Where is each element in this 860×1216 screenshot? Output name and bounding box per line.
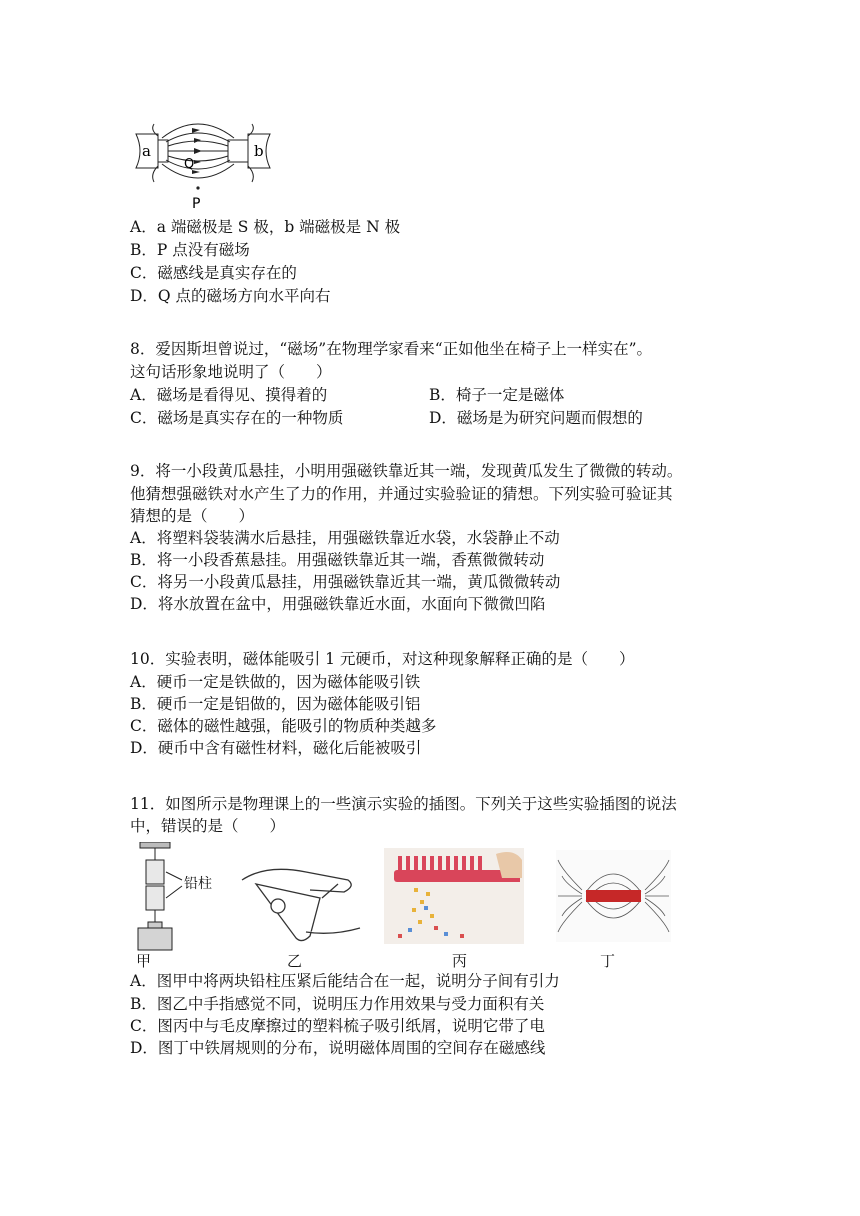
q8-option-b: B．椅子一定是磁体 <box>429 386 565 404</box>
q9-stem-line1: 9．将一小段黄瓜悬挂，小明用强磁铁靠近其一端，发现黄瓜发生了微微的转动。 <box>130 462 683 480</box>
q7-option-c: C．磁感线是真实存在的 <box>130 264 297 282</box>
q10-option-d: D．硬币中含有磁性材料，磁化后能被吸引 <box>130 739 422 757</box>
lead-label: 铅柱 <box>184 876 212 892</box>
q8-stem-line1: 8．爱因斯坦曾说过，“磁场”在物理学家看来“正如他坐在椅子上一样实在”。 <box>130 340 653 358</box>
iron-filings-figure <box>556 850 671 942</box>
q9-stem-line2: 他猜想强磁铁对水产生了力的作用，并通过实验验证的猜想。下列实验可验证其 <box>130 485 673 503</box>
q10-stem: 10．实验表明，磁体能吸引 1 元硬币，对这种现象解释正确的是（ ） <box>130 650 635 668</box>
q11-stem-line2: 中，错误的是（ ） <box>130 817 286 835</box>
q11-option-d: D．图丁中铁屑规则的分布，说明磁体周围的空间存在磁感线 <box>130 1039 546 1057</box>
q8-option-d: D．磁场是为研究问题而假想的 <box>429 409 643 427</box>
q11-option-c: C．图丙中与毛皮摩擦过的塑料梳子吸引纸屑，说明它带了电 <box>130 1017 545 1035</box>
q11-option-b: B．图乙中手指感觉不同，说明压力作用效果与受力面积有关 <box>130 995 545 1013</box>
q7-option-a: A．a 端磁极是 S 极，b 端磁极是 N 极 <box>130 218 401 236</box>
q7-option-d: D．Q 点的磁场方向水平向右 <box>130 287 331 305</box>
q10-option-b: B．硬币一定是铝做的，因为磁体能吸引铝 <box>130 695 421 713</box>
q10-option-c: C．磁体的磁性越强，能吸引的物质种类越多 <box>130 717 437 735</box>
comb-paper-figure <box>384 848 524 944</box>
q11-stem-line1: 11．如图所示是物理课上的一些演示实验的插图。下列关于这些实验插图的说法 <box>130 795 677 813</box>
label-a: a <box>142 142 151 160</box>
caption-jia: 甲 <box>136 952 152 970</box>
q10-option-a: A．硬币一定是铁做的，因为磁体能吸引铁 <box>130 673 421 691</box>
q8-stem-line2: 这句话形象地说明了（ ） <box>130 363 332 381</box>
magnet-field-figure <box>130 122 275 222</box>
q9-option-d: D．将水放置在盆中，用强磁铁靠近水面，水面向下微微凹陷 <box>130 595 546 613</box>
q9-option-a: A．将塑料袋装满水后悬挂，用强磁铁靠近水袋，水袋静止不动 <box>130 529 560 547</box>
q9-option-b: B．将一小段香蕉悬挂。用强磁铁靠近其一端，香蕉微微转动 <box>130 551 545 569</box>
caption-bing: 丙 <box>452 952 468 970</box>
q9-stem-line3: 猜想的是（ ） <box>130 507 255 525</box>
caption-yi: 乙 <box>287 952 303 970</box>
lead-cylinders-figure <box>130 842 240 952</box>
label-b: b <box>254 142 264 160</box>
q7-option-b: B．P 点没有磁场 <box>130 241 250 259</box>
q11-option-a: A．图甲中将两块铅柱压紧后能结合在一起，说明分子间有引力 <box>130 972 560 990</box>
label-q: Q <box>184 157 195 172</box>
label-p: P <box>192 196 201 212</box>
q9-option-c: C．将另一小段黄瓜悬挂，用强磁铁靠近其一端，黄瓜微微转动 <box>130 573 561 591</box>
q8-option-a: A．磁场是看得见、摸得着的 <box>130 386 328 404</box>
q8-option-c: C．磁场是真实存在的一种物质 <box>130 409 344 427</box>
caption-ding: 丁 <box>600 952 616 970</box>
pencil-fingers-figure <box>236 858 366 948</box>
